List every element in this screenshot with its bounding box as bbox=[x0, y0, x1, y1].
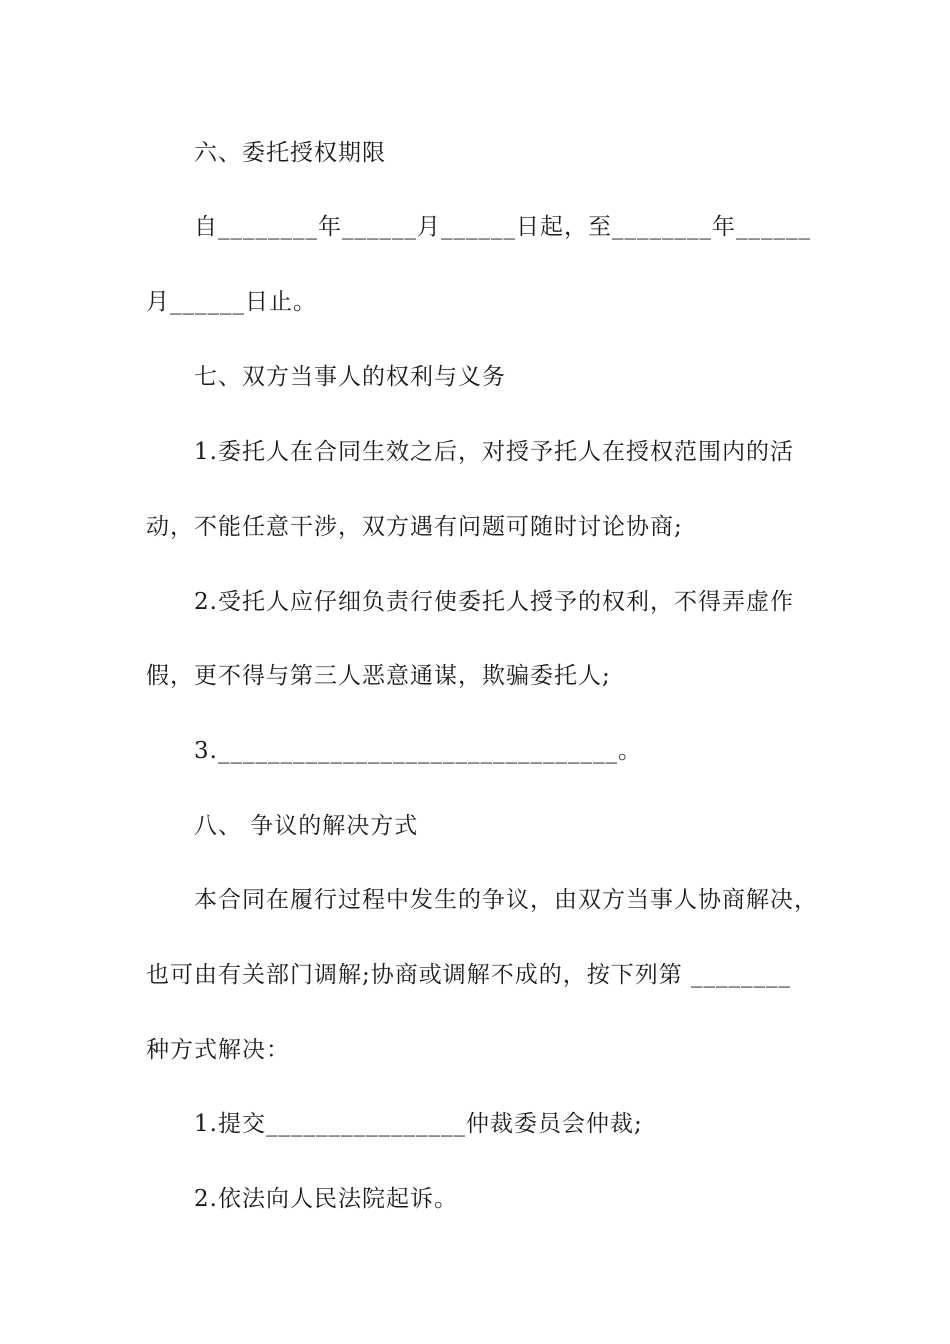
paragraph-line: 自________年______月______日起，至________年______ bbox=[194, 214, 811, 240]
section-heading-rights-obligations: 七、双方当事人的权利与义务 bbox=[194, 364, 506, 390]
paragraph-line: 月______日止。 bbox=[146, 289, 317, 315]
paragraph-line: 2.受托人应仔细负责行使委托人授予的权利，不得弄虚作 bbox=[194, 589, 794, 615]
paragraph-line: 动，不能任意干涉，双方遇有问题可随时讨论协商; bbox=[146, 514, 683, 540]
paragraph-line: 假，更不得与第三人恶意通谋，欺骗委托人; bbox=[146, 663, 611, 689]
paragraph-line: 也可由有关部门调解;协商或调解不成的，按下列第 ________ bbox=[146, 962, 792, 988]
section-heading-authorization-period: 六、委托授权期限 bbox=[194, 140, 386, 166]
paragraph-line: 1.委托人在合同生效之后，对授予托人在授权范围内的活 bbox=[194, 439, 794, 465]
paragraph-line: 本合同在履行过程中发生的争议，由双方当事人协商解决， bbox=[194, 887, 818, 913]
paragraph-line: 种方式解决： bbox=[146, 1037, 290, 1063]
section-heading-dispute-resolution: 八、 争议的解决方式 bbox=[194, 813, 419, 839]
paragraph-line: 2.依法向人民法院起诉。 bbox=[194, 1186, 458, 1212]
paragraph-line: 1.提交________________仲裁委员会仲裁; bbox=[194, 1111, 643, 1137]
paragraph-line: 3.________________________________。 bbox=[194, 738, 642, 764]
